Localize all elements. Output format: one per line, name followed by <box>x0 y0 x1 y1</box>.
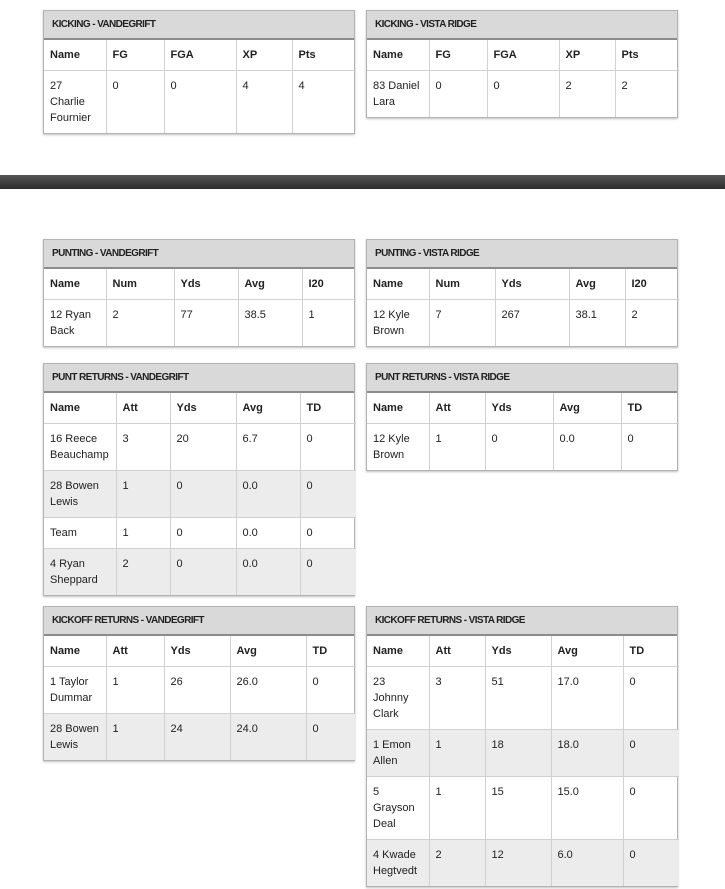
kicking-vista-ridge-title: KICKING - VISTA RIDGE <box>367 11 677 40</box>
stat-cell: 0 <box>623 666 679 729</box>
stat-table <box>367 269 679 346</box>
stat-cell: 0 <box>485 423 553 470</box>
stat-cell: 0 <box>627 432 634 445</box>
stat-table <box>44 269 356 346</box>
stat-cell: 2 <box>116 548 170 595</box>
table-header-row <box>44 40 356 70</box>
table-header-row <box>367 40 679 70</box>
stat-cell: 1 <box>116 517 170 548</box>
column-header: Yds <box>174 269 238 299</box>
column-header: Name <box>44 393 116 423</box>
stat-cell: 0 <box>106 70 164 133</box>
column-header: I20 <box>625 269 679 299</box>
punting-vandegrift-box <box>43 239 355 347</box>
stat-cell: 0.0 <box>553 423 621 470</box>
column-header: Avg <box>553 393 621 423</box>
column-header: Yds <box>485 636 551 666</box>
punting-vandegrift-title: PUNTING - VANDEGRIFT <box>44 240 354 269</box>
stat-cell: 7 <box>429 299 495 346</box>
player-name-cell: 1 Taylor Dummar <box>44 666 106 713</box>
stat-cell: 3 <box>429 666 485 729</box>
stat-table <box>44 636 356 760</box>
stat-cell: 0 <box>300 423 356 470</box>
column-header: Att <box>429 393 485 423</box>
stat-cell: 0 <box>306 666 356 713</box>
stat-cell: 0 <box>300 517 356 548</box>
column-header: Num <box>106 269 174 299</box>
player-name-cell: 5 Grayson Deal <box>367 776 429 839</box>
column-header: Pts <box>615 40 679 70</box>
column-header: XP <box>236 40 292 70</box>
stat-cell: 0 <box>429 70 487 117</box>
stat-table <box>367 393 679 470</box>
stat-cell: 0 <box>170 548 236 595</box>
punt-returns-vandegrift-box <box>43 363 355 596</box>
player-name-cell: 28 Bowen Lewis <box>44 713 106 760</box>
table-row <box>44 70 356 133</box>
stat-cell: 0 <box>300 470 356 517</box>
stat-cell: 15 <box>485 776 551 839</box>
stat-cell: 2 <box>429 839 485 886</box>
stat-cell: 1 <box>429 729 485 776</box>
column-header: Avg <box>238 269 302 299</box>
column-header: Name <box>367 269 429 299</box>
column-header: Avg <box>236 393 300 423</box>
stat-cell: 1 <box>106 713 164 760</box>
stat-table <box>367 40 679 117</box>
stat-cell: 6.7 <box>236 423 300 470</box>
stat-cell: 26.0 <box>230 666 306 713</box>
stat-cell: 1 <box>429 423 485 470</box>
stat-cell: 0 <box>623 729 679 776</box>
player-name-cell: 12 Kyle Brown <box>367 423 429 470</box>
kicking-vandegrift-title: KICKING - VANDEGRIFT <box>44 11 354 40</box>
column-header: Name <box>44 269 106 299</box>
column-header: FGA <box>487 40 559 70</box>
column-header: FG <box>429 40 487 70</box>
column-header: Name <box>367 40 429 70</box>
stat-cell: 2 <box>106 299 174 346</box>
player-name-cell: 83 Daniel Lara <box>367 70 429 117</box>
column-header: Att <box>429 636 485 666</box>
column-header: TD <box>300 393 356 423</box>
stat-cell: 0 <box>306 713 356 760</box>
stat-cell: 24.0 <box>230 713 306 760</box>
column-header: Name <box>367 393 429 423</box>
column-header: I20 <box>302 269 356 299</box>
column-header: Att <box>116 393 170 423</box>
player-name-cell: Team <box>44 517 116 548</box>
kickoff-returns-vandegrift-box <box>43 606 355 761</box>
player-name-cell: 12 Kyle Brown <box>367 299 429 346</box>
stat-cell: 38.1 <box>569 299 625 346</box>
table-header-row <box>367 269 679 299</box>
stat-table <box>367 636 679 886</box>
stat-cell: 1 <box>308 308 315 321</box>
stat-table <box>44 393 356 595</box>
stat-cell: 0 <box>623 839 679 886</box>
column-header: FGA <box>164 40 236 70</box>
table-row <box>367 776 679 839</box>
column-header: Name <box>367 636 429 666</box>
table-header-row <box>44 636 356 666</box>
stat-cell: 38.5 <box>238 299 302 346</box>
stat-cell: 2 <box>621 79 628 92</box>
column-header: Num <box>429 269 495 299</box>
column-header: Yds <box>164 636 230 666</box>
stat-cell: 26 <box>164 666 230 713</box>
stat-cell: 17.0 <box>551 666 623 729</box>
stat-cell: 0 <box>164 70 236 133</box>
column-header: Avg <box>230 636 306 666</box>
stat-cell: 0 <box>623 776 679 839</box>
table-row <box>367 729 679 776</box>
column-header: FG <box>106 40 164 70</box>
column-header: Yds <box>170 393 236 423</box>
stat-cell: 1 <box>429 776 485 839</box>
kickoff-returns-vista-ridge-title: KICKOFF RETURNS - VISTA RIDGE <box>367 607 677 636</box>
table-row <box>367 423 679 470</box>
stat-cell: 0 <box>170 470 236 517</box>
stat-cell: 6.0 <box>551 839 623 886</box>
column-header: Att <box>106 636 164 666</box>
stat-cell: 1 <box>106 666 164 713</box>
player-name-cell: 4 Ryan Sheppard <box>44 548 116 595</box>
table-header-row <box>44 393 356 423</box>
table-row <box>44 299 356 346</box>
punting-vista-ridge-title: PUNTING - VISTA RIDGE <box>367 240 677 269</box>
stat-cell: 4 <box>298 79 305 92</box>
stat-cell: 3 <box>116 423 170 470</box>
punt-returns-vandegrift-title: PUNT RETURNS - VANDEGRIFT <box>44 364 354 393</box>
player-name-cell: 12 Ryan Back <box>44 299 106 346</box>
column-header: Name <box>44 636 106 666</box>
table-row <box>44 470 356 517</box>
stat-cell: 18.0 <box>551 729 623 776</box>
table-row <box>44 423 356 470</box>
player-name-cell: 1 Emon Allen <box>367 729 429 776</box>
column-header: TD <box>621 393 679 423</box>
section-divider <box>0 175 725 189</box>
stat-cell: 4 <box>236 70 292 133</box>
punting-vista-ridge-box <box>366 239 678 347</box>
stat-cell: 0.0 <box>236 548 300 595</box>
stat-cell: 1 <box>116 470 170 517</box>
stat-cell: 267 <box>495 299 569 346</box>
stat-cell: 0 <box>170 517 236 548</box>
kicking-vandegrift-box <box>43 10 355 134</box>
table-row <box>367 666 679 729</box>
stat-cell: 24 <box>164 713 230 760</box>
stat-cell: 51 <box>485 666 551 729</box>
stat-cell: 77 <box>174 299 238 346</box>
column-header: TD <box>623 636 679 666</box>
player-name-cell: 16 Reece Beauchamp <box>44 423 116 470</box>
table-header-row <box>367 636 679 666</box>
stat-table <box>44 40 356 133</box>
column-header: XP <box>559 40 615 70</box>
kicking-vista-ridge-box <box>366 10 678 118</box>
column-header: Avg <box>551 636 623 666</box>
stat-cell: 12 <box>485 839 551 886</box>
table-header-row <box>367 393 679 423</box>
stat-cell: 2 <box>559 70 615 117</box>
table-row <box>44 666 356 713</box>
column-header: Avg <box>569 269 625 299</box>
player-name-cell: 23 Johnny Clark <box>367 666 429 729</box>
column-header: Yds <box>495 269 569 299</box>
table-row <box>367 299 679 346</box>
table-row <box>44 713 356 760</box>
punt-returns-vista-ridge-box <box>366 363 678 471</box>
table-row <box>367 839 679 886</box>
kickoff-returns-vista-ridge-box <box>366 606 678 887</box>
player-name-cell: 27 Charlie Fournier <box>44 70 106 133</box>
player-name-cell: 28 Bowen Lewis <box>44 470 116 517</box>
table-row <box>367 70 679 117</box>
stat-cell: 0.0 <box>236 517 300 548</box>
column-header: Yds <box>485 393 553 423</box>
table-row <box>44 517 356 548</box>
stat-cell: 2 <box>631 308 638 321</box>
player-name-cell: 4 Kwade Hegtvedt <box>367 839 429 886</box>
table-header-row <box>44 269 356 299</box>
kickoff-returns-vandegrift-title: KICKOFF RETURNS - VANDEGRIFT <box>44 607 354 636</box>
stat-cell: 20 <box>170 423 236 470</box>
column-header: Pts <box>292 40 356 70</box>
column-header: TD <box>306 636 356 666</box>
stat-cell: 0.0 <box>236 470 300 517</box>
stat-cell: 0 <box>487 70 559 117</box>
punt-returns-vista-ridge-title: PUNT RETURNS - VISTA RIDGE <box>367 364 677 393</box>
column-header: Name <box>44 40 106 70</box>
stat-cell: 0 <box>300 548 356 595</box>
table-row <box>44 548 356 595</box>
stat-cell: 15.0 <box>551 776 623 839</box>
stat-cell: 18 <box>485 729 551 776</box>
